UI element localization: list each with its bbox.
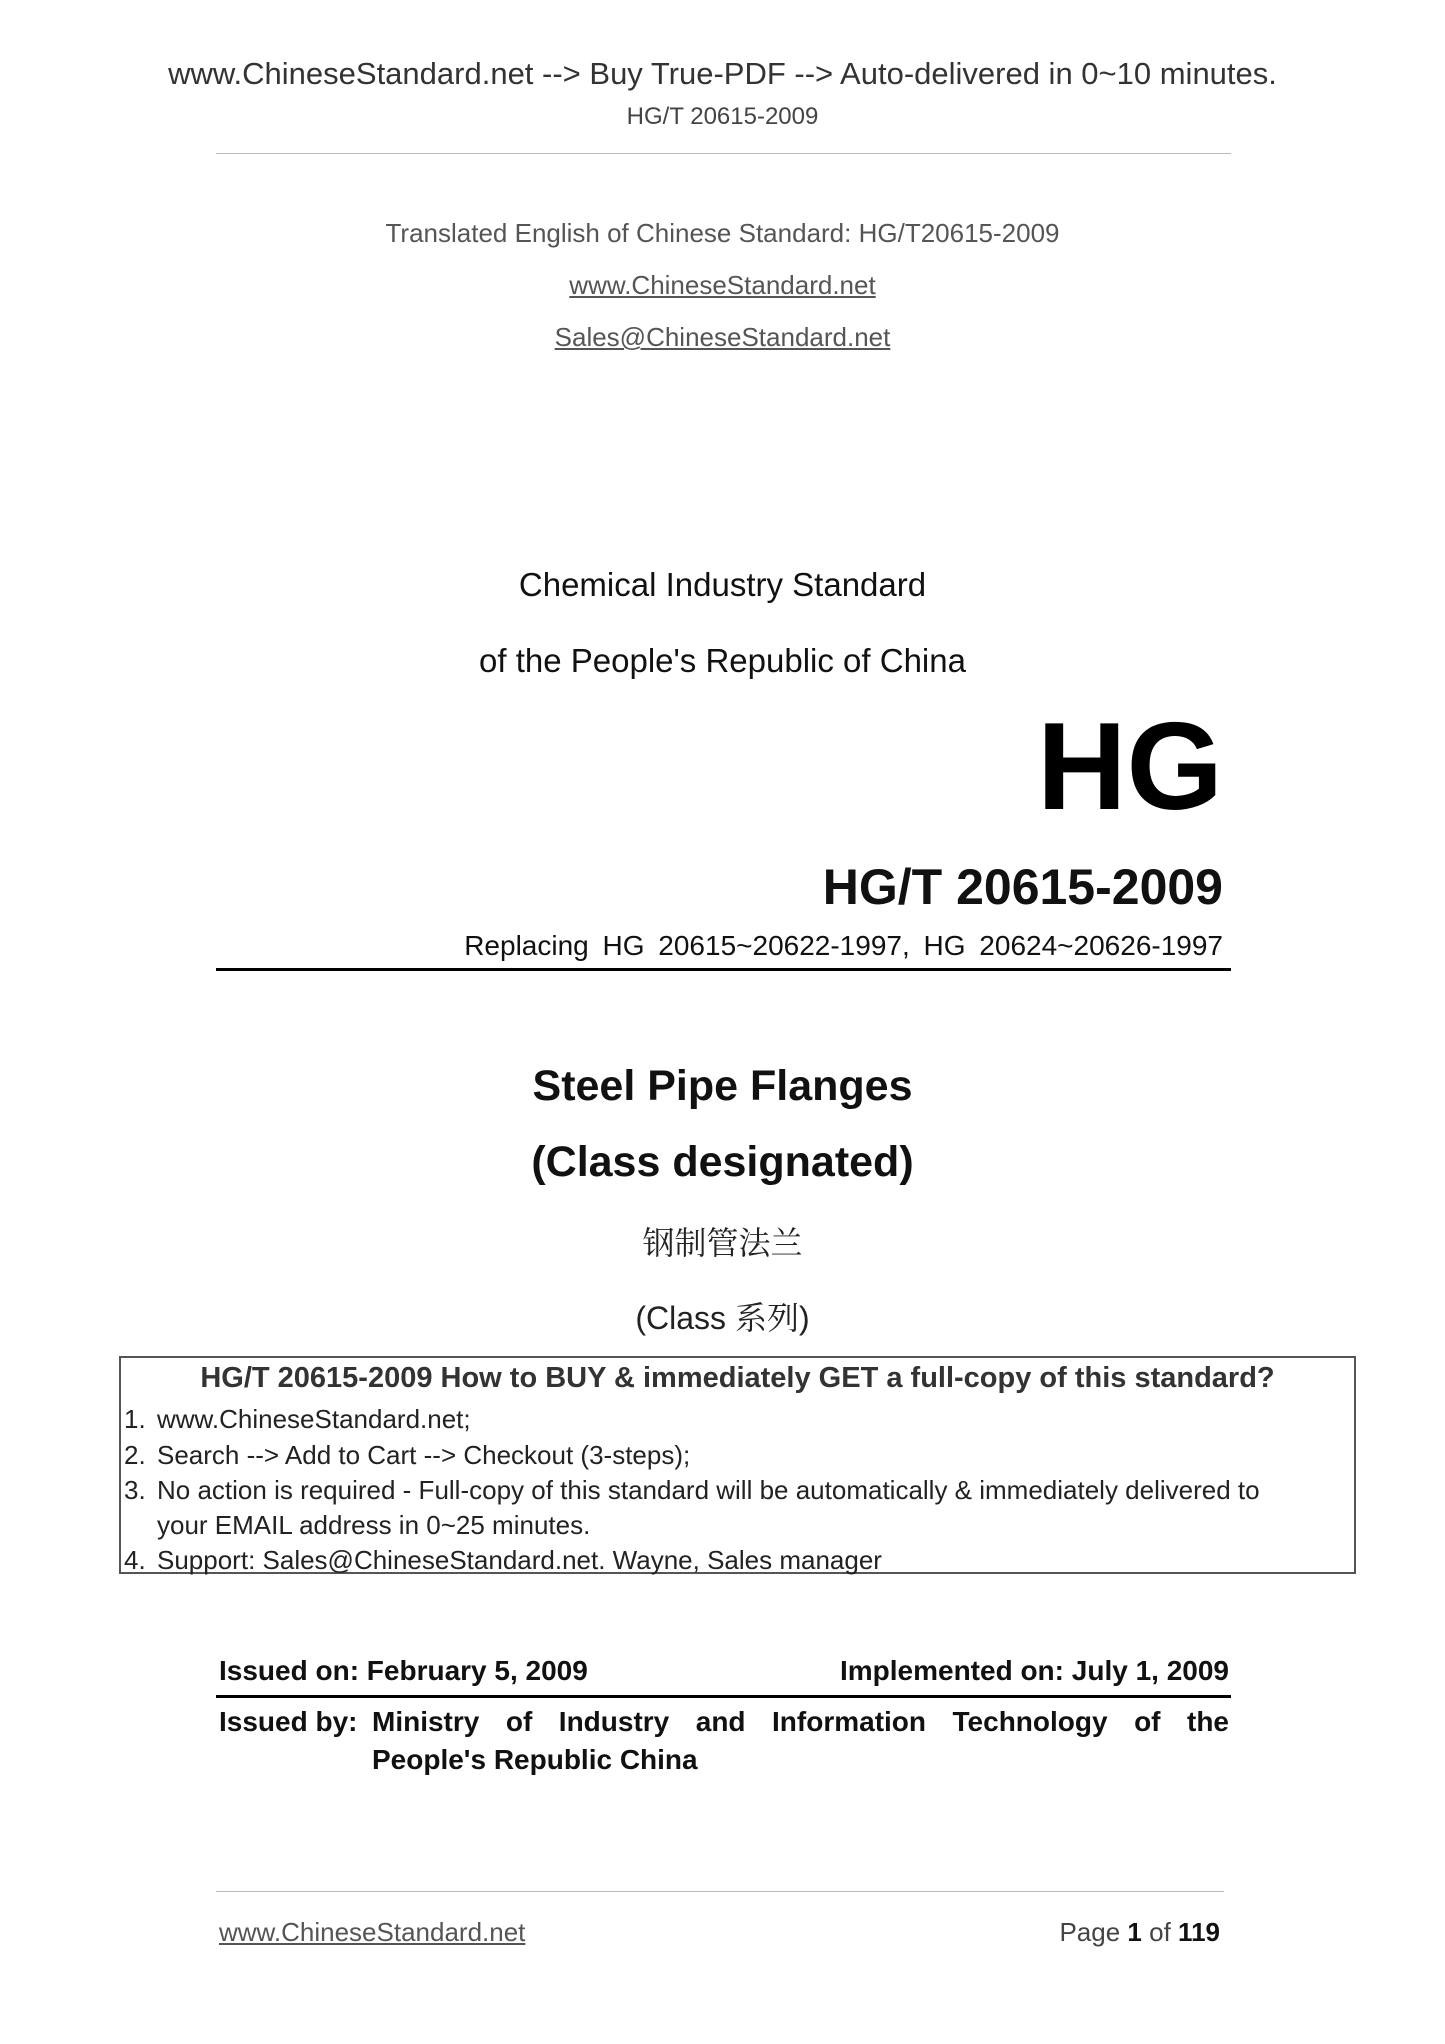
buy-step: 3. No action is required - Full-copy of this standard will be automatically & immediately delivered to [124, 1475, 1260, 1505]
buy-step: 2. Search --> Add to Cart --> Checkout (3-steps); [124, 1440, 691, 1470]
issued-on: Issued on: February 5, 2009 [219, 1655, 588, 1686]
standard-line2: of the People's Republic of China [479, 642, 966, 679]
footer-divider [216, 1891, 1224, 1892]
buy-instructions-box [119, 1356, 1356, 1574]
standard-line1: Chemical Industry Standard [518, 566, 927, 603]
issued-by-line1: Ministry of Industry and Information Technology of the [372, 1706, 1229, 1737]
doc-subtitle: (Class designated) [531, 1138, 914, 1186]
footer-site-link[interactable]: www.ChineseStandard.net [219, 1917, 526, 1947]
page-number: Page 1 of 119 [1059, 1917, 1220, 1947]
chinese-title: 钢制管法兰 [642, 1225, 803, 1261]
title-rule [216, 968, 1231, 971]
email-link[interactable]: Sales@ChineseStandard.net [554, 322, 891, 352]
replacing-note: Replacing HG 20615~20622-1997, HG 20624~20626-1997 [464, 930, 1223, 961]
buy-step: 1. www.ChineseStandard.net; [124, 1404, 471, 1434]
site-link[interactable]: www.ChineseStandard.net [569, 270, 876, 300]
chinese-subtitle: (Class 系列) [635, 1300, 810, 1336]
translated-note: Translated English of Chinese Standard: HG/T20615-2009 [385, 218, 1060, 248]
header-code: HG/T 20615-2009 [626, 103, 819, 130]
buy-step: your EMAIL address in 0~25 minutes. [157, 1510, 591, 1540]
issued-by-label: Issued by: [219, 1706, 358, 1737]
header-banner: www.ChineseStandard.net --> Buy True-PDF --> Auto-delivered in 0~10 minutes. [168, 56, 1277, 91]
issue-rule [216, 1695, 1231, 1698]
issue-dates [219, 1655, 1229, 1687]
issued-by-line2: People's Republic China [372, 1744, 698, 1775]
buy-step: 4. Support: Sales@ChineseStandard.net. Wayne, Sales manager [124, 1545, 882, 1575]
header-divider [216, 153, 1231, 154]
implemented-on: Implemented on: July 1, 2009 [839, 1655, 1229, 1686]
doc-title: Steel Pipe Flanges [532, 1062, 913, 1110]
standard-number: HG/T 20615-2009 [822, 859, 1223, 915]
buy-heading: HG/T 20615-2009 How to BUY & immediately GET a full-copy of this standard? [200, 1362, 1275, 1394]
hg-logo: HG [1037, 698, 1223, 836]
